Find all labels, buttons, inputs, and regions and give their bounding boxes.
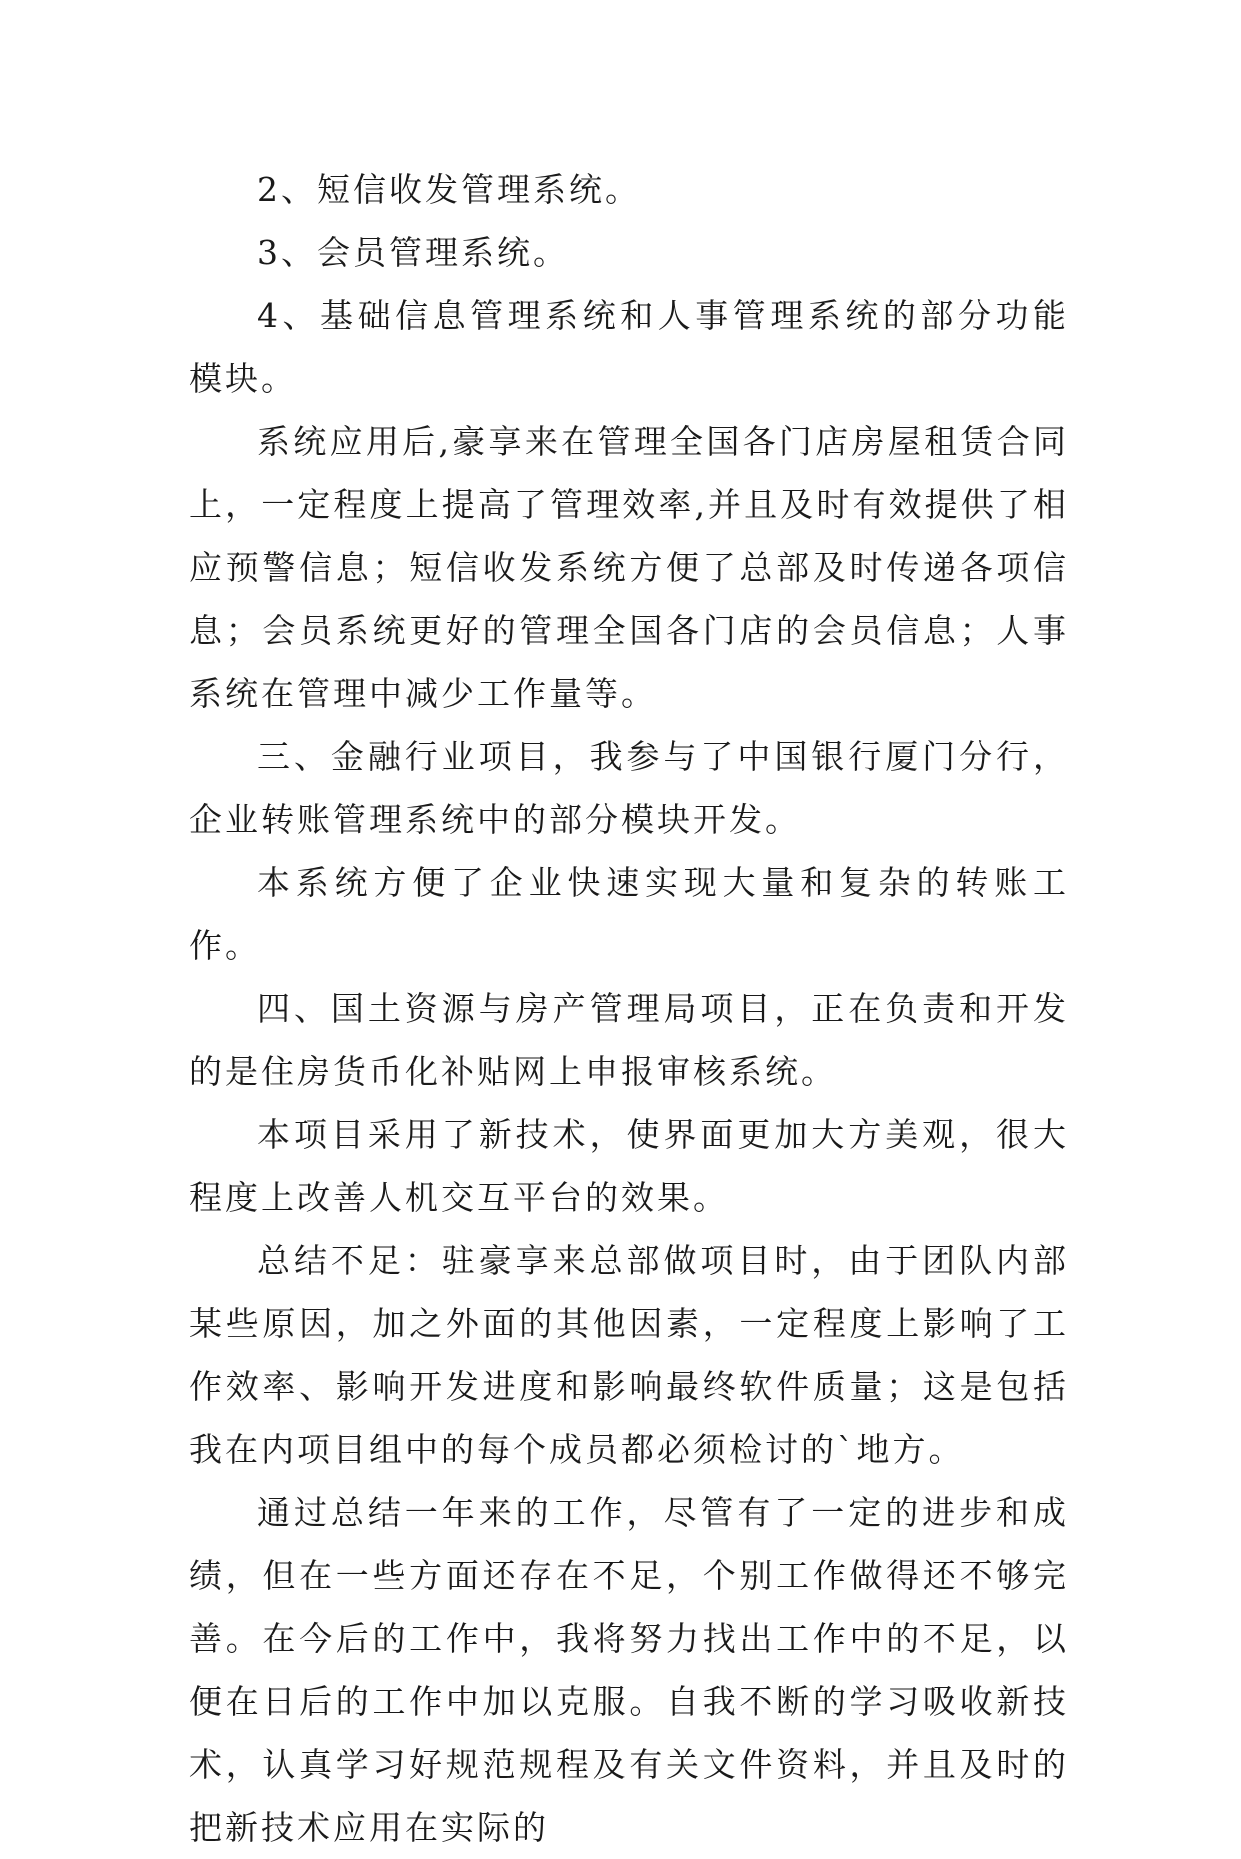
paragraph-system-benefits: 系统应用后,豪享来在管理全国各门店房屋租赁合同上，一定程度上提高了管理效率,并且及时有效提供了相应预警信息；短信收发系统方便了总部及时传递各项信息；会员系统更好的管理全国各门店的会员信息；人事系统在管理中减少工作量等。 bbox=[189, 422, 1069, 713]
paragraph-item-member-system: 3、会员管理系统。 bbox=[257, 233, 569, 272]
paragraph-shortcomings: 总结不足：驻豪享来总部做项目时，由于团队内部某些原因，加之外面的其他因素，一定程度上影响了工作效率、影响开发进度和影响最终软件质量；这是包括我在内项目组中的每个成员都必须检讨的`地方。 bbox=[189, 1241, 1069, 1469]
paragraph-finance-benefit: 本系统方便了企业快速实现大量和复杂的转账工作。 bbox=[189, 863, 1069, 965]
paragraph-item-hr-modules: 4、基础信息管理系统和人事管理系统的部分功能模块。 bbox=[189, 296, 1069, 398]
paragraph-land-resources-benefit: 本项目采用了新技术，使界面更加大方美观，很大程度上改善人机交互平台的效果。 bbox=[189, 1115, 1069, 1217]
paragraph-finance-project: 三、金融行业项目，我参与了中国银行厦门分行，企业转账管理系统中的部分模块开发。 bbox=[189, 737, 1069, 839]
document-body bbox=[189, 158, 1069, 1859]
paragraph-item-sms-system: 2、短信收发管理系统。 bbox=[257, 170, 641, 209]
paragraph-summary: 通过总结一年来的工作，尽管有了一定的进步和成绩，但在一些方面还存在不足，个别工作做得还不够完善。在今后的工作中，我将努力找出工作中的不足，以便在日后的工作中加以克服。自我不断的学习吸收新技术，认真学习好规范规程及有关文件资料，并且及时的把新技术应用在实际的 bbox=[189, 1493, 1069, 1847]
paragraph-land-resources-project: 四、国土资源与房产管理局项目，正在负责和开发的是住房货币化补贴网上申报审核系统。 bbox=[189, 989, 1069, 1091]
